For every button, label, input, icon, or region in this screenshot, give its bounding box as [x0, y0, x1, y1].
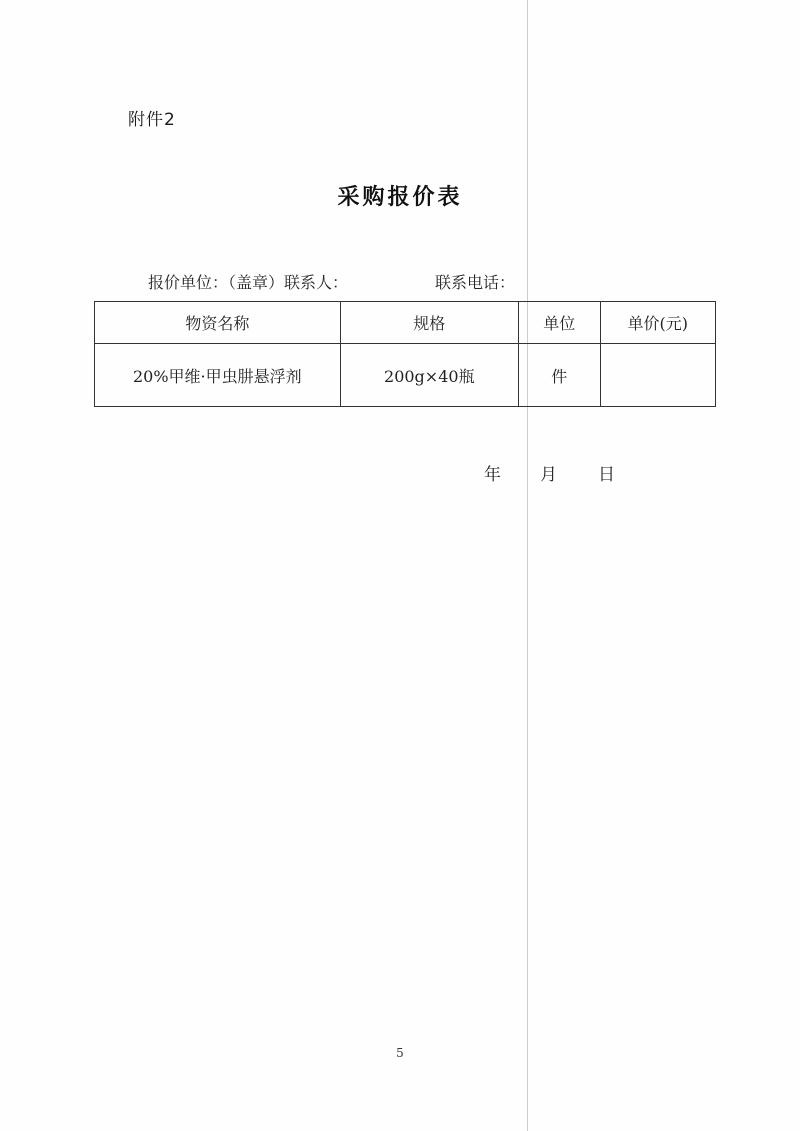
date-day: 日 — [598, 465, 615, 485]
quote-table — [94, 301, 716, 407]
quote-info-line — [148, 270, 516, 293]
quote-unit-label: 报价单位：（盖章）联系人： — [148, 273, 349, 292]
phone-label: 联系电话： — [435, 273, 516, 292]
cell-unit-price[interactable] — [600, 344, 715, 407]
cell-unit: 件 — [518, 344, 600, 407]
date-year: 年 — [484, 465, 501, 485]
page-number: 5 — [396, 1046, 404, 1060]
header-spec: 规格 — [340, 302, 518, 344]
fold-line — [527, 0, 528, 1131]
attachment-label: 附件2 — [128, 110, 176, 130]
date-month: 月 — [540, 465, 557, 485]
header-unit: 单位 — [518, 302, 600, 344]
header-unit-price: 单价(元) — [600, 302, 715, 344]
header-item-name: 物资名称 — [95, 302, 341, 344]
table-row — [95, 344, 716, 407]
table-header-row — [95, 302, 716, 344]
document-title: 采购报价表 — [337, 185, 463, 210]
cell-item-name: 20%甲维·甲虫肼悬浮剂 — [95, 344, 341, 407]
cell-spec: 200g×40瓶 — [340, 344, 518, 407]
